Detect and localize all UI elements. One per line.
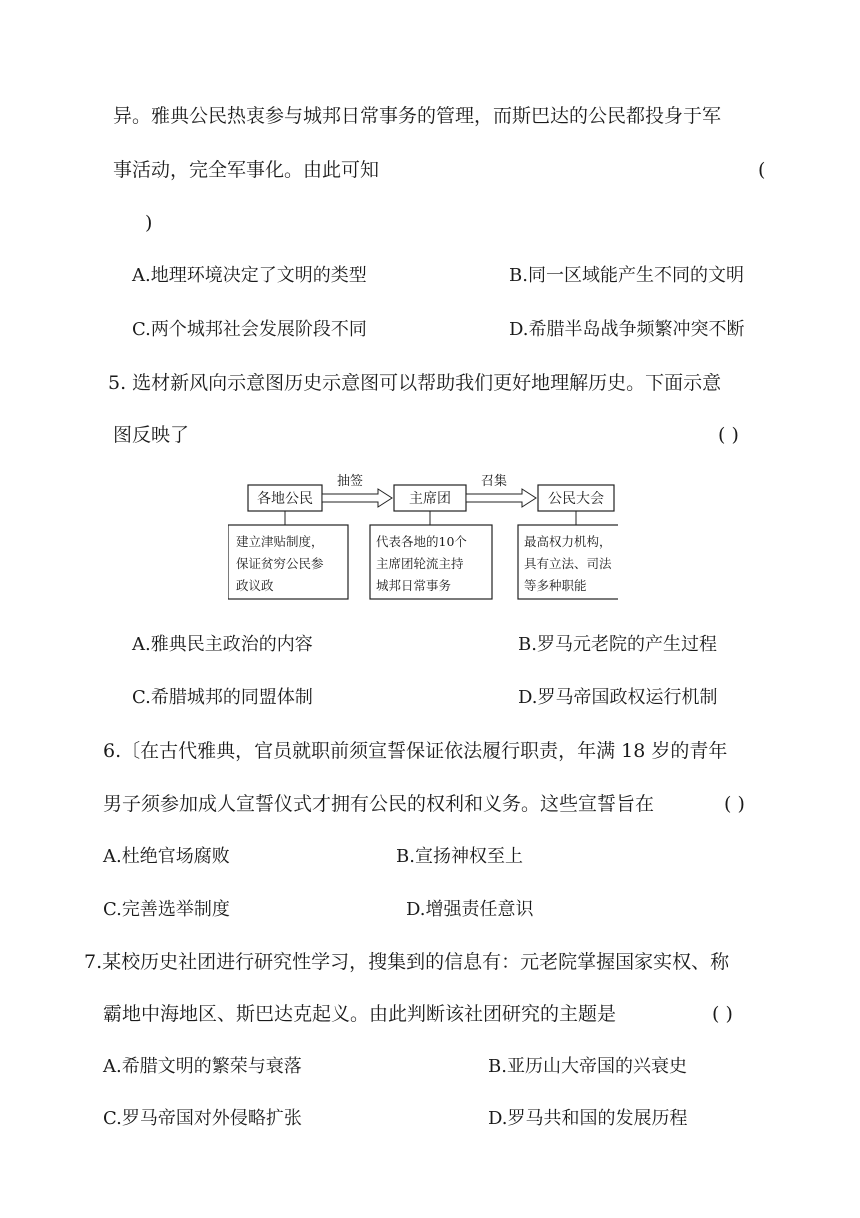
q5-line-1: 5. 选材新风向示意图历史示意图可以帮助我们更好地理解历史。下面示意 [108,372,722,394]
q5-option-a: A.雅典民主政治的内容 [132,634,313,655]
diagram-note-3-line-1: 最高权力机构， [524,534,612,549]
diagram-box-citizens-label: 各地公民 [257,491,313,507]
diagram-arrow-convene [466,489,536,507]
diagram-note-2-line-1: 代表各地的10个 [376,534,467,549]
q6-option-c: C.完善选举制度 [103,899,230,920]
q7-option-c: C.罗马帝国对外侵略扩张 [103,1108,302,1129]
diagram-note-2-line-2: 主席团轮流主持 [376,556,464,571]
diagram-note-1-line-1: 建立津贴制度， [236,534,324,549]
q6-answer-paren: ( ) [724,793,745,815]
q5-option-c: C.希腊城邦的同盟体制 [132,687,313,708]
diagram-arrow-lottery-label: 抽签 [336,474,364,489]
diagram-note-3-line-3: 等多种职能 [524,578,587,593]
diagram-arrow-lottery [322,489,392,507]
q4-paren-open: ( [758,159,766,181]
q7-option-a: A.希腊文明的繁荣与衰落 [103,1056,302,1077]
diagram-box-presidium-label: 主席团 [409,491,451,507]
q4-line-2: 事活动，完全军事化。由此可知 [113,159,380,181]
q7-option-b: B.亚历山大帝国的兴衰史 [488,1056,687,1077]
diagram-note-3-line-2: 具有立法、司法 [524,556,612,571]
q7-line-2: 霸地中海地区、斯巴达克起义。由此判断该社团研究的主题是 [103,1003,617,1025]
q6-line-2: 男子须参加成人宣誓仪式才拥有公民的权利和义务。这些宣誓旨在 [103,793,655,815]
q4-option-c: C.两个城邦社会发展阶段不同 [132,319,367,340]
q5-line-2: 图反映了 [113,424,190,446]
q4-option-d: D.希腊半岛战争频繁冲突不断 [509,319,745,340]
q6-line-1: 6.〔在古代雅典，官员就职前须宣誓保证依法履行职责，年满 18 岁的青年 [103,740,728,762]
q4-paren-close: ) [145,212,153,234]
q4-option-a: A.地理环境决定了文明的类型 [132,265,367,286]
q7-line-1: 7.某校历史社团进行研究性学习，搜集到的信息有：元老院掌握国家实权、称 [84,951,730,973]
q5-answer-paren: ( ) [718,424,739,446]
q6-option-d: D.增强责任意识 [406,899,534,920]
q6-option-b: B.宣扬神权至上 [396,846,523,867]
diagram-note-1-line-2: 保证贫穷公民参 [236,556,324,571]
q6-option-a: A.杜绝官场腐败 [103,846,230,867]
q5-flow-diagram [228,470,618,604]
q7-option-d: D.罗马共和国的发展历程 [488,1108,688,1129]
diagram-note-2-line-3: 城邦日常事务 [376,578,452,593]
diagram-note-1-line-3: 政议政 [236,578,274,593]
q4-line-1: 异。雅典公民热衷参与城邦日常事务的管理，而斯巴达的公民都投身于军 [113,105,722,127]
q5-option-b: B.罗马元老院的产生过程 [518,634,717,655]
diagram-arrow-convene-label: 召集 [480,474,508,489]
diagram-box-assembly-label: 公民大会 [548,491,604,507]
q7-answer-paren: ( ) [712,1003,733,1025]
q5-option-d: D.罗马帝国政权运行机制 [518,687,718,708]
q4-option-b: B.同一区域能产生不同的文明 [509,265,744,286]
